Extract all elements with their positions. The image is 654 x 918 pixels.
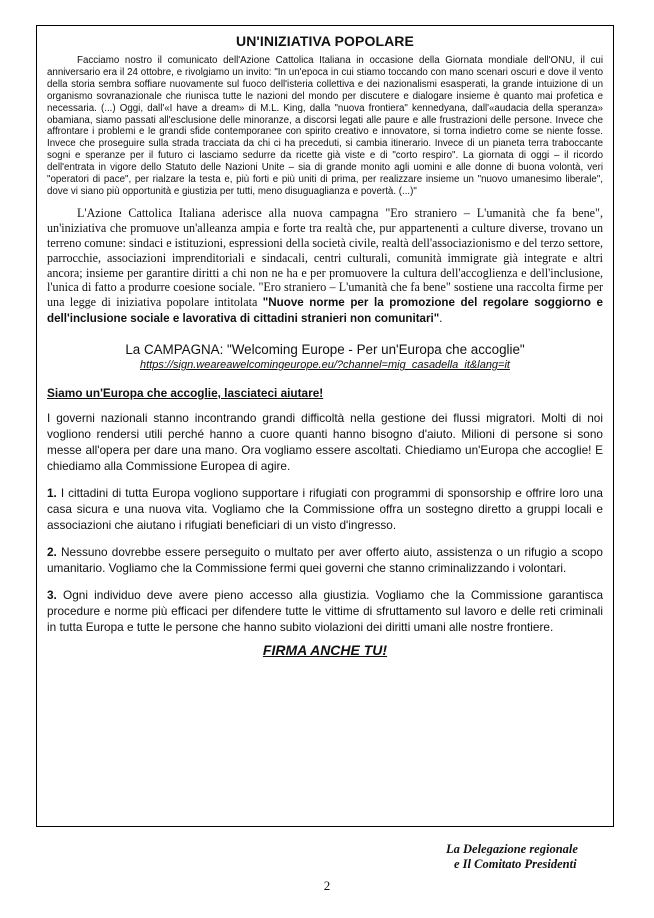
intro-paragraph: Facciamo nostro il comunicato dell'Azione Cattolica Italiana in occasione della Giornata mondiale dell'ONU, il cui anniversario era il 24 ottobre, e rivolgiamo un invito: "In un'epoca in cui stiamo toccando con mano scenari oscuri e dove il vento della storia sembra soffiare nuovamente sul fuoco dell'isteria collettiva e dei nazionalismi esasperati, la grande intuizione di un organismo sovranazionale che riunisca tutte le nazioni del mondo per discutere e dialogare insieme è quanto mai profetica e necessaria. (...) Oggi, dall'«I have a dream» di M.L. King, dalla "nuova frontiera" kennedyana, dall'«audacia della speranza» obamiana, siamo passati all'esclusione delle minoranze, a discorsi legati alle paure e alle frustrazioni delle persone. Invece che affrontare i problemi e le grandi sfide contemporanee con spirito creativo e innovatore, si torna indietro come se niente fosse. Invece che proseguire sulla strada tracciata da chi ci ha preceduti, si cambia itinerario. Invece di un pianeta terra traboccante sogni e speranze per il futuro ci lasciamo sedurre da ricette già viste e di "corto respiro". La giornata di oggi – il ricordo dell'entrata in vigore dello Statuto delle Nazioni Unite – sia di grande monito agli uomini e alle donne di buona volontà, veri "operatori di pace", per rialzare la testa e, più forti e più uniti di prima, per realizzare insieme un "nuovo umanesimo liberale", dove vi siano più opportunità e giustizia per tutti, meno disuguaglianza e povertà. (...)" [47, 55, 603, 197]
point-item [47, 544, 603, 576]
point-number: 3. [47, 588, 57, 603]
section-subheading: Siamo un'Europa che accoglie, lasciateci aiutare! [47, 386, 324, 401]
point-number: 1. [47, 486, 57, 501]
point-item [47, 485, 603, 533]
article-box [36, 25, 614, 827]
point-number: 2. [47, 545, 57, 560]
page-number: 2 [323, 878, 331, 893]
law-title: "Nuove norme per la promozione del regolare soggiorno e dell'inclusione sociale e lavorativa di cittadini stranieri non comunitari" [47, 296, 603, 326]
campaign-paragraph-end: . [439, 311, 443, 326]
article-title: UN'INIZIATIVA POPOLARE [236, 33, 414, 49]
point-text: Ogni individuo deve avere pieno accesso alla giustizia. Vogliamo che la Commissione garantisca procedure e norme più efficaci per difendere tutte le vittime di sfruttamento sul lavoro e delle reti criminali in tutta Europa e tutte le persone che hanno subito violazioni dei diritti umani alle nostre frontiere. [47, 588, 604, 635]
signature-block [446, 842, 636, 872]
point-text: Nessuno dovrebbe essere perseguito o multato per aver offerto aiuto, assistenza o un rifugio a scopo umanitario. Vogliamo che la Commissione fermi quei governi che stanno criminalizzando i volontari. [47, 545, 603, 576]
point-text: I cittadini di tutta Europa vogliono supportare i rifugiati con programmi di sponsorship e offrire loro una casa sicura e una nuova vita. Vogliamo che la Commissione offra un sostegno diretto a gruppi locali e associazioni che aiutano i rifugiati beneficiari di un visto d'ingresso. [47, 486, 603, 533]
signature-line-1: La Delegazione regionale [446, 842, 578, 856]
campaign-link[interactable]: https://sign.weareawelcomingeurope.eu/?channel=mig_casadella_it&lang=it [140, 359, 510, 372]
campaign-heading: La CAMPAGNA: "Welcoming Europe - Per un'Europa che accoglie" [125, 342, 525, 358]
call-to-action: FIRMA ANCHE TU! [262, 642, 388, 659]
campaign-paragraph-text: L'Azione Cattolica Italiana aderisce alla nuova campagna "Ero straniero – L'umanità che fa bene", un'iniziativa che promuove un'alleanza ampia e forte tra realtà che, pur appartenenti a culture diverse, trovano un terreno comune: sindaci e istituzioni, espressioni della società civile, realtà dell'associazionismo e del terzo settore, parrocchie, associazioni imprenditoriali e sindacali, centri culturali, comunità immigrate già integrate e altri ancora; insieme per garantire diritti a chi non ne ha e per promuovere la cultura dell'accoglienza e dell'inclusione, l'unica di fatto a produrre coesione sociale. "Ero straniero – L'umanità che fa bene" sostiene una raccolta firme per una legge di iniziativa popolare intitolata [47, 205, 603, 310]
campaign-paragraph [47, 206, 603, 327]
point-item [47, 587, 603, 635]
signature-line-2: e Il Comitato Presidenti [454, 857, 577, 871]
body-paragraph: I governi nazionali stanno incontrando grandi difficoltà nella gestione dei flussi migratori. Molti di noi vogliono rendersi utili perché hanno a cuore quanti hanno bisogno d'aiuto. Milioni di persone si sono messe all'opera per dare una mano. Ora vogliamo essere ascoltati. Chiediamo un'Europa che accoglie! E chiediamo alla Commissione Europea di agire. [47, 411, 603, 474]
